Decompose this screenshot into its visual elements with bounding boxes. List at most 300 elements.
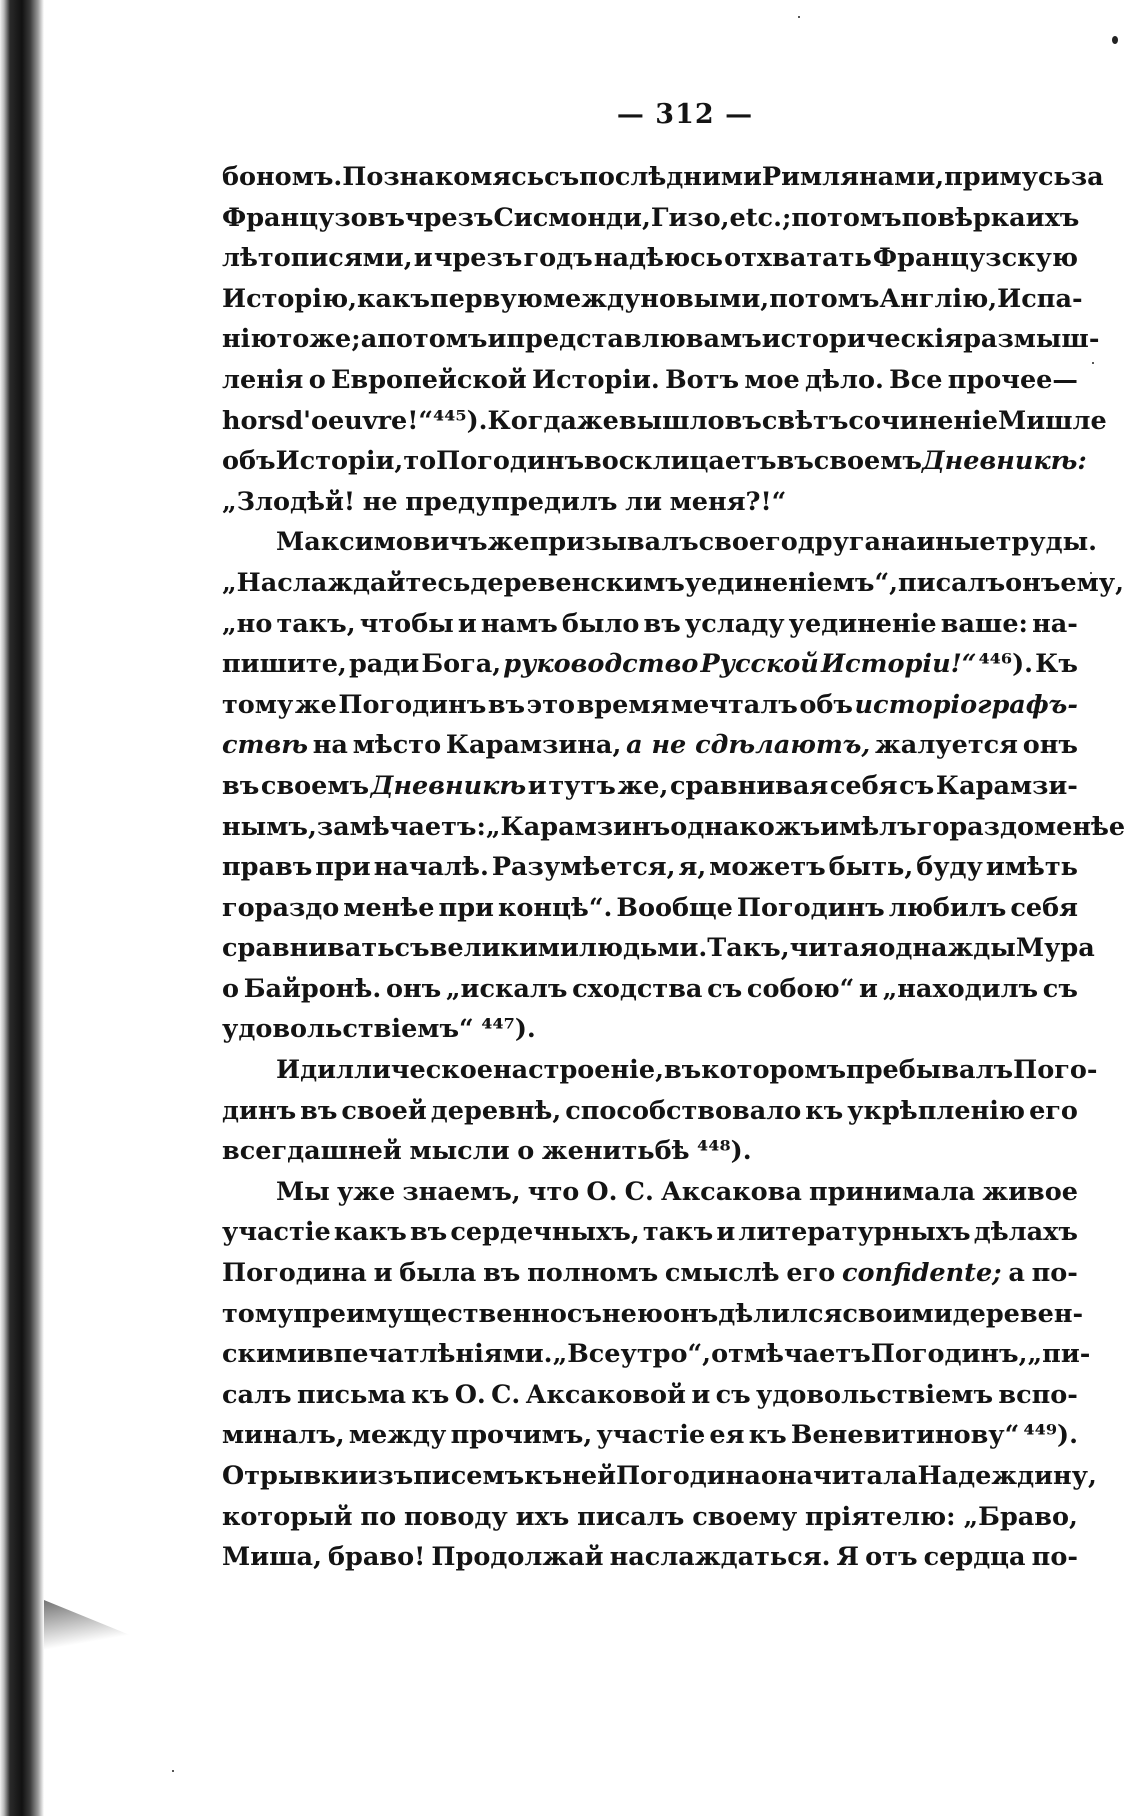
word: такъ xyxy=(642,1217,714,1248)
word: изъ xyxy=(358,1461,414,1491)
word: дѣло. xyxy=(805,364,884,395)
word: Аксаковой xyxy=(525,1379,686,1410)
word: Европейской xyxy=(331,364,527,395)
word: укрѣпленію xyxy=(847,1095,1026,1126)
text-line xyxy=(222,807,1126,848)
word: въ xyxy=(300,1095,338,1126)
word: и xyxy=(527,770,547,801)
word: Познакомясь xyxy=(342,162,545,192)
word: надѣюсь xyxy=(593,243,723,274)
word: людьми. xyxy=(578,933,708,964)
word: на xyxy=(312,730,348,761)
word: по- xyxy=(1031,1542,1078,1573)
word: скими xyxy=(222,1339,316,1370)
scan-speck xyxy=(798,16,800,18)
word: въ xyxy=(663,1055,702,1086)
word: Продолжай xyxy=(431,1542,604,1573)
word: писалъ xyxy=(898,567,1006,598)
word: удовольствіемъ xyxy=(756,1379,994,1410)
word: усладу xyxy=(684,608,785,639)
word: новыми, xyxy=(640,283,770,314)
word: то xyxy=(403,446,437,477)
word: въ xyxy=(222,770,260,801)
word: читала xyxy=(813,1461,918,1491)
word: на xyxy=(881,527,917,558)
word: размыш- xyxy=(963,324,1100,355)
word: отъ xyxy=(865,1542,918,1573)
word: о xyxy=(308,364,326,395)
word: собою“ xyxy=(746,973,855,1004)
word: „Все xyxy=(552,1339,621,1370)
word: дѣлахъ xyxy=(973,1217,1078,1248)
text-line xyxy=(222,1375,1078,1416)
word: сердца xyxy=(923,1542,1026,1573)
word: confidente; xyxy=(841,1258,1002,1289)
word: его xyxy=(786,1258,836,1289)
text-line xyxy=(222,1091,1078,1132)
word: лѣтописями, xyxy=(222,243,413,274)
text-line xyxy=(222,725,1078,766)
word: съ xyxy=(1042,973,1078,1004)
text-line xyxy=(222,604,1078,645)
word: а не сдѣлаютъ, xyxy=(626,730,871,761)
text-line xyxy=(222,1253,1078,1294)
word: ⁴⁴⁹). xyxy=(1023,1420,1078,1451)
text-line xyxy=(222,847,1078,888)
word: въ xyxy=(483,1258,521,1289)
word: „пи- xyxy=(1027,1339,1091,1370)
word: предупредилъ xyxy=(405,486,618,517)
word: Идиллическое xyxy=(276,1055,493,1086)
word: представлю xyxy=(506,324,686,355)
word: настроеніе, xyxy=(492,1055,664,1086)
word: за xyxy=(1070,162,1104,192)
text-line xyxy=(222,563,1124,604)
page-number: — 312 — xyxy=(616,99,754,130)
word: отмѣчаетъ xyxy=(711,1339,871,1370)
word: годъ xyxy=(523,243,593,274)
text-line xyxy=(222,238,1078,279)
word: по- xyxy=(1031,1258,1078,1289)
word: намъ xyxy=(480,608,558,639)
word: объ xyxy=(799,689,853,720)
word: же xyxy=(576,405,619,436)
word: потомъ xyxy=(377,324,488,355)
word: С. xyxy=(491,1379,521,1410)
word: быть, xyxy=(828,852,914,883)
word: деревен- xyxy=(952,1298,1084,1329)
word: писалъ xyxy=(577,1501,685,1532)
word: Русской xyxy=(700,649,819,680)
word: своемъ xyxy=(813,446,922,477)
word: ⁴⁴⁵). xyxy=(433,405,488,436)
word: живое xyxy=(982,1176,1078,1207)
word: менѣе xyxy=(1033,811,1126,842)
text-line xyxy=(222,644,1078,685)
word: въ xyxy=(487,689,526,720)
word: бономъ. xyxy=(222,162,343,192)
word: объ xyxy=(222,446,276,477)
text-line xyxy=(222,360,1078,401)
word: Все xyxy=(889,364,943,395)
word: съ xyxy=(899,770,935,801)
word: Римлянами, xyxy=(761,162,945,192)
word: пишите, xyxy=(222,649,347,680)
word: Разумѣется, xyxy=(491,852,676,883)
word: менѣе xyxy=(343,892,435,923)
word: можетъ xyxy=(709,852,826,883)
word: женитьбѣ xyxy=(541,1136,690,1167)
word: Англію, xyxy=(879,283,998,314)
word: уединеніе xyxy=(788,608,937,639)
word: сравнивая xyxy=(670,770,829,801)
word: однакожъ xyxy=(670,811,821,842)
scan-speck xyxy=(172,1770,174,1772)
text-line xyxy=(222,766,1078,807)
word: пріятелю: xyxy=(805,1501,956,1532)
word: „Злодѣй! xyxy=(222,486,356,517)
word: же, xyxy=(617,770,669,801)
word: тому xyxy=(222,689,294,720)
word: къ xyxy=(748,1420,787,1451)
word: Исторію, xyxy=(222,283,357,314)
word: началѣ. xyxy=(373,852,489,883)
text-line xyxy=(222,319,1100,360)
word: она xyxy=(760,1461,814,1491)
word: Сисмонди, xyxy=(493,202,651,233)
word: сердечныхъ, xyxy=(450,1217,640,1248)
word: Погодинъ xyxy=(338,689,487,720)
word: имѣть xyxy=(985,852,1078,883)
word: и xyxy=(691,1379,711,1410)
word: замѣчаетъ: xyxy=(316,811,486,842)
word: онъ xyxy=(385,973,442,1004)
scan-binding-shadow xyxy=(0,0,44,1816)
word: тому xyxy=(222,1298,294,1329)
word: историческія xyxy=(761,324,964,355)
word: сходства xyxy=(572,973,703,1004)
word: впечатлѣніями. xyxy=(315,1339,553,1370)
word: „Наслаждайтесь xyxy=(222,567,471,598)
word: Карамзи- xyxy=(935,770,1078,801)
word: мысли xyxy=(409,1136,510,1167)
word: прочимъ, xyxy=(450,1420,593,1451)
word: себя xyxy=(1010,892,1078,923)
word: однажды xyxy=(878,933,1016,964)
word: прочее— xyxy=(947,364,1078,395)
word: чтобы xyxy=(359,608,454,639)
word: по xyxy=(360,1501,397,1532)
word: не xyxy=(362,486,398,517)
word: участіе xyxy=(596,1420,706,1451)
word: въ xyxy=(776,446,814,477)
word: способствовало xyxy=(565,1095,802,1126)
word: съ xyxy=(544,162,580,192)
word: преимущественно xyxy=(293,1298,567,1329)
word: динъ xyxy=(222,1095,297,1126)
word: вспо- xyxy=(998,1379,1078,1410)
word: руководство xyxy=(503,649,699,680)
word: и xyxy=(457,608,477,639)
word: Мура xyxy=(1015,933,1095,964)
word: участіе xyxy=(222,1217,331,1248)
word: къ xyxy=(524,1461,563,1491)
word: иные xyxy=(916,527,996,558)
word: hors xyxy=(222,405,286,436)
word: къ xyxy=(411,1379,450,1410)
word: и xyxy=(487,324,507,355)
word: потомъ xyxy=(769,283,880,314)
word: между xyxy=(542,283,641,314)
word: великими xyxy=(429,933,579,964)
word: „но xyxy=(222,608,273,639)
word: Погодина xyxy=(222,1258,367,1289)
book-page xyxy=(222,95,1126,1578)
word: читая xyxy=(789,933,879,964)
word: О. xyxy=(586,1176,618,1207)
word: чрезъ xyxy=(404,202,494,233)
word: въ xyxy=(409,1217,448,1248)
word: „Браво, xyxy=(963,1501,1078,1532)
text-line xyxy=(222,1050,1098,1091)
scan-speck xyxy=(1112,36,1118,44)
text-line xyxy=(222,1131,1078,1172)
word: ихъ xyxy=(1025,202,1080,233)
word: концѣ“. xyxy=(497,892,613,923)
word: пребывалъ xyxy=(846,1055,1014,1086)
word: своего xyxy=(698,527,798,558)
word: ради xyxy=(348,649,420,680)
word: меня?!“ xyxy=(669,486,787,517)
word: гораздо xyxy=(222,892,340,923)
word: о xyxy=(222,973,240,1004)
word: ли xyxy=(625,486,663,517)
word: повѣрка xyxy=(901,202,1026,233)
word: восклицаетъ xyxy=(584,446,777,477)
word: мое xyxy=(744,364,800,395)
word: Погодинъ xyxy=(436,446,584,477)
word: писемъ xyxy=(413,1461,525,1491)
word: ея xyxy=(709,1420,745,1451)
word: чрезъ xyxy=(433,243,523,274)
word: своей xyxy=(341,1095,427,1126)
word: Бога, xyxy=(421,649,502,680)
word: О. xyxy=(454,1379,486,1410)
text-line xyxy=(222,969,1078,1010)
word: что xyxy=(527,1176,580,1207)
text-line xyxy=(222,1294,1084,1335)
word: вышло xyxy=(618,405,725,436)
word: Къ xyxy=(1035,649,1078,680)
word: Исторіи, xyxy=(275,446,404,477)
text-line xyxy=(222,1172,1078,1213)
word: Дневникѣ xyxy=(370,770,527,801)
word: какъ xyxy=(333,1217,407,1248)
text-line xyxy=(222,685,1078,726)
word: Исторіи!“ xyxy=(820,649,977,680)
word: Вотъ xyxy=(665,364,740,395)
word: деревнѣ, xyxy=(430,1095,562,1126)
text-line xyxy=(222,482,1078,523)
word: Карамзина, xyxy=(445,730,622,761)
word: и xyxy=(858,973,878,1004)
word: съ xyxy=(715,1379,751,1410)
word: Я xyxy=(836,1542,860,1573)
text-line xyxy=(222,1334,1091,1375)
word: дѣлился xyxy=(718,1298,843,1329)
word: ваше: xyxy=(940,608,1028,639)
word: литературныхъ xyxy=(738,1217,971,1248)
word: время xyxy=(576,689,670,720)
word: своему xyxy=(692,1501,798,1532)
word: какъ xyxy=(356,283,430,314)
word: „находилъ xyxy=(882,973,1039,1004)
text-line xyxy=(222,157,1104,198)
word: С. xyxy=(624,1176,654,1207)
text-line xyxy=(222,279,1083,320)
word: тоже; xyxy=(276,324,361,355)
word: гораздо xyxy=(916,811,1034,842)
word: тутъ xyxy=(548,770,616,801)
word: письма xyxy=(296,1379,407,1410)
text-line xyxy=(222,198,1078,239)
word: d'oeuvre!“ xyxy=(285,405,434,436)
word: о xyxy=(517,1136,535,1167)
word: браво! xyxy=(328,1542,426,1573)
text-line xyxy=(222,1456,1097,1497)
text-line xyxy=(222,928,1095,969)
word: въ xyxy=(643,608,681,639)
word: его xyxy=(1029,1095,1078,1126)
word: сочиненіе xyxy=(848,405,998,436)
word: же xyxy=(294,689,337,720)
word: полномъ xyxy=(527,1258,659,1289)
word: призывалъ xyxy=(529,527,699,558)
word: Мы xyxy=(276,1176,330,1207)
word: отхватать xyxy=(724,243,872,274)
word: съ xyxy=(707,973,743,1004)
word: а xyxy=(360,324,378,355)
word: нею xyxy=(601,1298,663,1329)
word: Французовъ xyxy=(222,202,405,233)
word: Погодинъ xyxy=(736,892,885,923)
text-line xyxy=(222,401,1107,442)
word: и xyxy=(373,1258,393,1289)
word: Погодинъ, xyxy=(870,1339,1028,1370)
word: Максимовичъ xyxy=(276,527,488,558)
word: деревенскимъ xyxy=(470,567,685,598)
word: Мишле xyxy=(997,405,1107,436)
text-line xyxy=(222,888,1078,929)
word: Погодина xyxy=(616,1461,761,1491)
word: съ xyxy=(566,1298,602,1329)
word: салъ xyxy=(222,1379,292,1410)
word: ⁴⁴⁷). xyxy=(481,1014,536,1045)
word: труды. xyxy=(995,527,1098,558)
word: Миша, xyxy=(222,1542,322,1573)
word: жалуется xyxy=(875,730,1019,761)
word: первую xyxy=(429,283,543,314)
word: Французскую xyxy=(872,243,1078,274)
word: удовольствіемъ“ xyxy=(222,1014,474,1045)
word: Вообще xyxy=(616,892,733,923)
word: Такъ, xyxy=(707,933,790,964)
word: исторіографъ- xyxy=(854,689,1078,720)
word: смыслѣ xyxy=(664,1258,780,1289)
word: который xyxy=(222,1501,353,1532)
word: уединеніемъ“, xyxy=(684,567,898,598)
word: Аксакова xyxy=(660,1176,802,1207)
word: знаемъ, xyxy=(402,1176,521,1207)
word: Пого- xyxy=(1013,1055,1098,1086)
word: потомъ xyxy=(791,202,902,233)
text-line xyxy=(222,1009,1078,1050)
word: онъ xyxy=(1022,730,1078,761)
word: которомъ xyxy=(701,1055,847,1086)
word: ⁴⁴⁸). xyxy=(697,1136,752,1167)
text-line xyxy=(222,1537,1078,1578)
word: принимала xyxy=(809,1176,976,1207)
word: ствѣ xyxy=(222,730,309,761)
word: при xyxy=(438,892,494,923)
word: между xyxy=(348,1420,447,1451)
word: всегдашней xyxy=(222,1136,402,1167)
word: это xyxy=(526,689,576,720)
word: и xyxy=(716,1217,736,1248)
word: я, xyxy=(678,852,707,883)
word: Испа- xyxy=(997,283,1083,314)
body-text xyxy=(222,157,1126,1578)
word: при xyxy=(315,852,371,883)
word: имѣлъ xyxy=(820,811,917,842)
word: ⁴⁴⁶). xyxy=(978,649,1034,680)
word: утро“, xyxy=(620,1339,712,1370)
word: съ xyxy=(394,933,430,964)
word: на- xyxy=(1032,608,1078,639)
word: миналъ, xyxy=(222,1420,345,1451)
word: „искалъ xyxy=(445,973,568,1004)
word: же xyxy=(487,527,530,558)
word: наслаждаться. xyxy=(609,1542,831,1573)
word: любилъ xyxy=(888,892,1007,923)
word: мѣсто xyxy=(352,730,442,761)
word: Надеждину, xyxy=(917,1461,1097,1491)
word: было xyxy=(561,608,640,639)
text-line xyxy=(222,1497,1078,1538)
word: Когда xyxy=(487,405,577,436)
text-line xyxy=(222,1212,1078,1253)
word: Гизо, xyxy=(650,202,730,233)
word: поводу xyxy=(403,1501,508,1532)
word: ему, xyxy=(1060,567,1124,598)
scan-speck xyxy=(1092,362,1094,364)
word: сравнивать xyxy=(222,933,395,964)
word: себя xyxy=(829,770,898,801)
word: нію xyxy=(222,324,277,355)
text-line xyxy=(222,522,1098,563)
word: Исторіи. xyxy=(532,364,660,395)
word: такъ, xyxy=(276,608,356,639)
word: друга xyxy=(797,527,882,558)
word: Дневникѣ: xyxy=(922,446,1087,477)
word: правъ xyxy=(222,852,313,883)
word: была xyxy=(399,1258,477,1289)
word: вамъ xyxy=(685,324,762,355)
word: „Карамзинъ xyxy=(485,811,671,842)
word: своими xyxy=(842,1298,953,1329)
word: ленія xyxy=(222,364,304,395)
word: онъ xyxy=(1005,567,1061,598)
